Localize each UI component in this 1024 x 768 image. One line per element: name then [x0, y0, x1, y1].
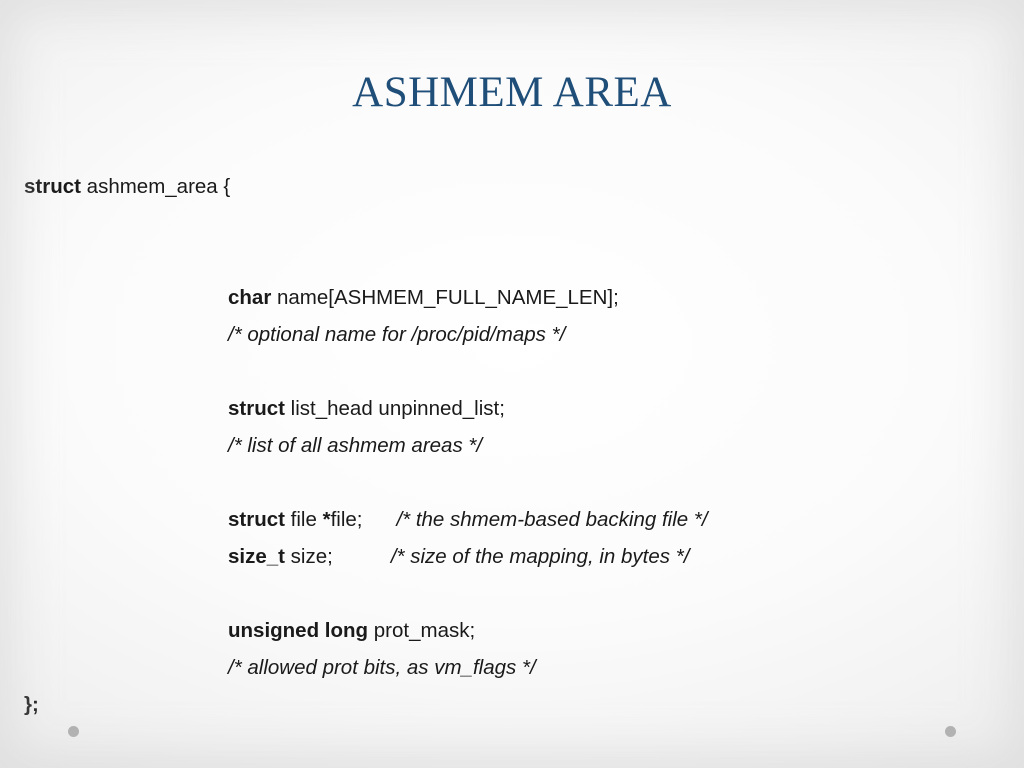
decl-unpinned-list: list_head unpinned_list; — [284, 397, 505, 420]
code-line-char-name — [24, 279, 984, 316]
code-line-prot-mask — [24, 612, 984, 649]
keyword-size-t: size_t — [228, 545, 285, 568]
struct-close-brace: }; — [24, 693, 39, 716]
page-title: ASHMEM AREA — [352, 69, 672, 116]
bullet-dot-right-icon — [945, 726, 956, 737]
code-line-blank-2 — [24, 242, 984, 279]
decl-size: size; — [284, 545, 333, 568]
code-line-blank-1 — [24, 205, 984, 242]
struct-name: ashmem_area { — [80, 175, 231, 198]
code-line-struct-open — [24, 168, 984, 205]
code-line-blank-4 — [24, 464, 984, 501]
keyword-char: char — [228, 286, 272, 309]
decl-name: name[ASHMEM_FULL_NAME_LEN]; — [271, 286, 619, 309]
keyword-unsigned-long: unsigned long — [228, 619, 369, 642]
comment-allowed-prot-bits: /* allowed prot bits, as vm_flags */ — [228, 656, 536, 679]
code-line-comment-name — [24, 316, 984, 353]
keyword-struct-2: struct — [228, 397, 285, 420]
code-line-comment-list — [24, 427, 984, 464]
comment-optional-name: /* optional name for /proc/pid/maps */ — [228, 323, 566, 346]
code-line-comment-prot — [24, 649, 984, 686]
pointer-star: * — [322, 508, 331, 531]
code-line-unpinned-list — [24, 390, 984, 427]
code-line-struct-close — [24, 686, 984, 723]
comment-list-of-areas: /* list of all ashmem areas */ — [228, 434, 483, 457]
keyword-struct-3: struct — [228, 508, 285, 531]
code-block — [24, 168, 984, 723]
bullet-dot-left-icon — [68, 726, 79, 737]
code-line-file — [24, 501, 984, 538]
code-line-size — [24, 538, 984, 575]
decl-file-name: file; — [330, 508, 363, 531]
keyword-struct: struct — [24, 175, 81, 198]
decl-prot-mask: prot_mask; — [368, 619, 476, 642]
code-line-blank-3 — [24, 353, 984, 390]
code-line-blank-5 — [24, 575, 984, 612]
comment-backing-file: /* the shmem-based backing file */ — [396, 508, 708, 531]
decl-file-type: file — [284, 508, 323, 531]
comment-size-of-mapping: /* size of the mapping, in bytes */ — [390, 545, 690, 568]
